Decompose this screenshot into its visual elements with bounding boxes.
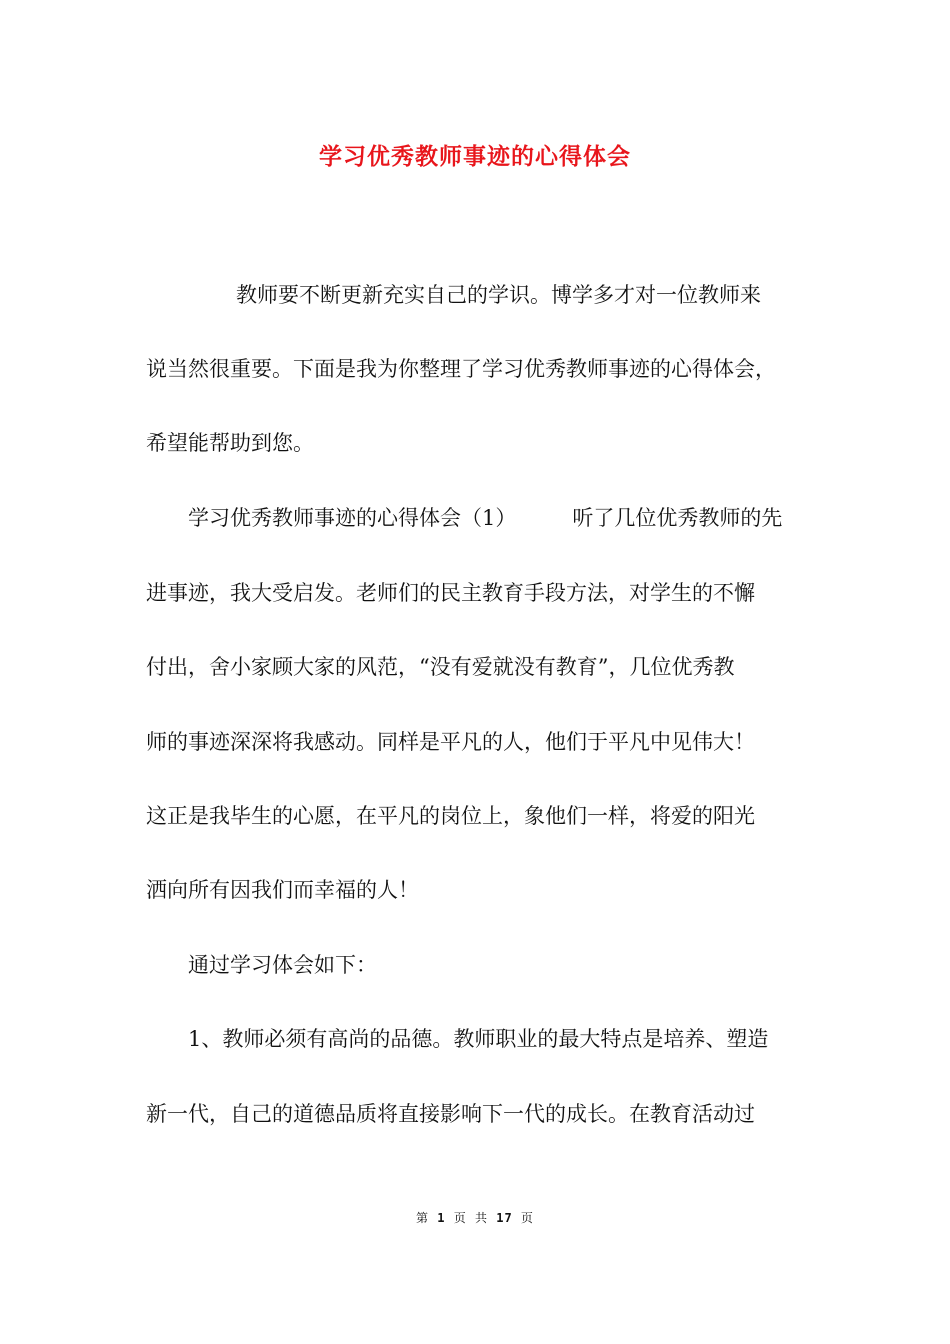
paragraph-line: 1、教师必须有高尚的品德。教师职业的最大特点是培养、塑造 [188,1027,769,1051]
paragraph-line: 洒向所有因我们而幸福的人！ [146,878,419,902]
section-text: 听了几位优秀教师的先 [572,506,783,530]
paragraph-line: 师的事迹深深将我感动。同样是平凡的人，他们于平凡中见伟大！ [146,730,755,754]
section-heading: 学习优秀教师事迹的心得体会（1） [188,506,517,530]
page-footer [0,1209,950,1226]
paragraph-line: 进事迹，我大受启发。老师们的民主教育手段方法，对学生的不懈 [146,581,755,605]
paragraph-line: 付出，舍小家顾大家的风范，“没有爱就没有教育”，几位优秀教 [146,655,735,679]
footer-total-pages: 17 [496,1211,513,1225]
page-title: 学习优秀教师事迹的心得体会 [319,143,631,170]
footer-page-number: 1 [437,1211,446,1225]
paragraph-line [188,504,782,532]
paragraph-line: 通过学习体会如下： [188,953,377,977]
paragraph-line: 这正是我毕生的心愿，在平凡的岗位上，象他们一样，将爱的阳光 [146,804,755,828]
paragraph-line: 新一代，自己的道德品质将直接影响下一代的成长。在教育活动过 [146,1102,755,1126]
footer-prefix: 第 [416,1211,430,1225]
footer-middle: 页 共 [453,1211,488,1225]
paragraph-line: 教师要不断更新充实自己的学识。博学多才对一位教师来 [236,283,761,307]
footer-suffix: 页 [520,1211,534,1225]
paragraph-line: 希望能帮助到您。 [146,431,314,455]
paragraph-line: 说当然很重要。下面是我为你整理了学习优秀教师事迹的心得体会， [146,357,776,381]
